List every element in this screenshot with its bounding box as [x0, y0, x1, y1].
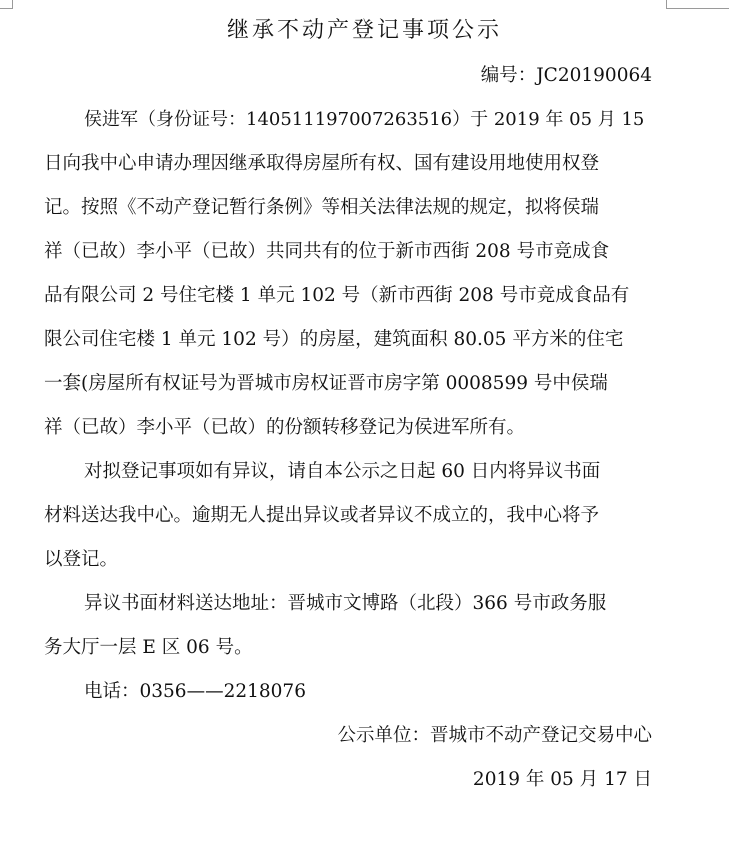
crop-mark-top-left-vertical — [12, 0, 13, 9]
paragraph3-line-1: 异议书面材料送达地址：晋城市文博路（北段）366 号市政务服 — [84, 593, 607, 614]
paragraph1-line-6: 限公司住宅楼 1 单元 102 号）的房屋，建筑面积 80.05 平方米的住宅 — [44, 329, 624, 350]
paragraph1-line-1: 侯进军（身份证号：140511197007263516）于 2019 年 05 月 15 — [84, 109, 645, 130]
paragraph1-line-4: 祥（已故）李小平（已故）共同共有的位于新市西街 208 号市竞成食 — [44, 241, 610, 262]
paragraph1-line-8: 祥（已故）李小平（已故）的份额转移登记为侯进军所有。 — [44, 417, 526, 438]
paragraph2-line-2: 材料送达我中心。逾期无人提出异议或者异议不成立的，我中心将予 — [44, 505, 600, 526]
date-line: 2019 年 05 月 17 日 — [472, 769, 652, 790]
phone-line: 电话：0356——2218076 — [84, 681, 306, 702]
document-title: 继承不动产登记事项公示 — [226, 18, 502, 43]
paragraph1-line-5: 品有限公司 2 号住宅楼 1 单元 102 号（新市西街 208 号市竞成食品有 — [44, 285, 630, 306]
paragraph1-line-2: 日向我中心申请办理因继承取得房屋所有权、国有建设用地使用权登 — [44, 153, 600, 174]
paragraph1-line-3: 记。按照《不动产登记暂行条例》等相关法律法规的规定，拟将侯瑞 — [44, 197, 600, 218]
paragraph3-line-2: 务大厅一层 E 区 06 号。 — [44, 637, 253, 658]
crop-mark-top-left-horizontal — [0, 8, 12, 9]
serial-number: 编号：JC20190064 — [480, 65, 652, 86]
paragraph2-line-3: 以登记。 — [44, 549, 119, 570]
paragraph1-line-7: 一套(房屋所有权证号为晋城市房权证晋市房字第 0008599 号中侯瑞 — [44, 373, 608, 394]
paragraph2-line-1: 对拟登记事项如有异议，请自本公示之日起 60 日内将异议书面 — [84, 461, 601, 482]
crop-mark-top-right-vertical — [666, 0, 667, 9]
crop-mark-top-right-horizontal — [666, 8, 729, 9]
issuer-line: 公示单位：晋城市不动产登记交易中心 — [337, 725, 652, 746]
